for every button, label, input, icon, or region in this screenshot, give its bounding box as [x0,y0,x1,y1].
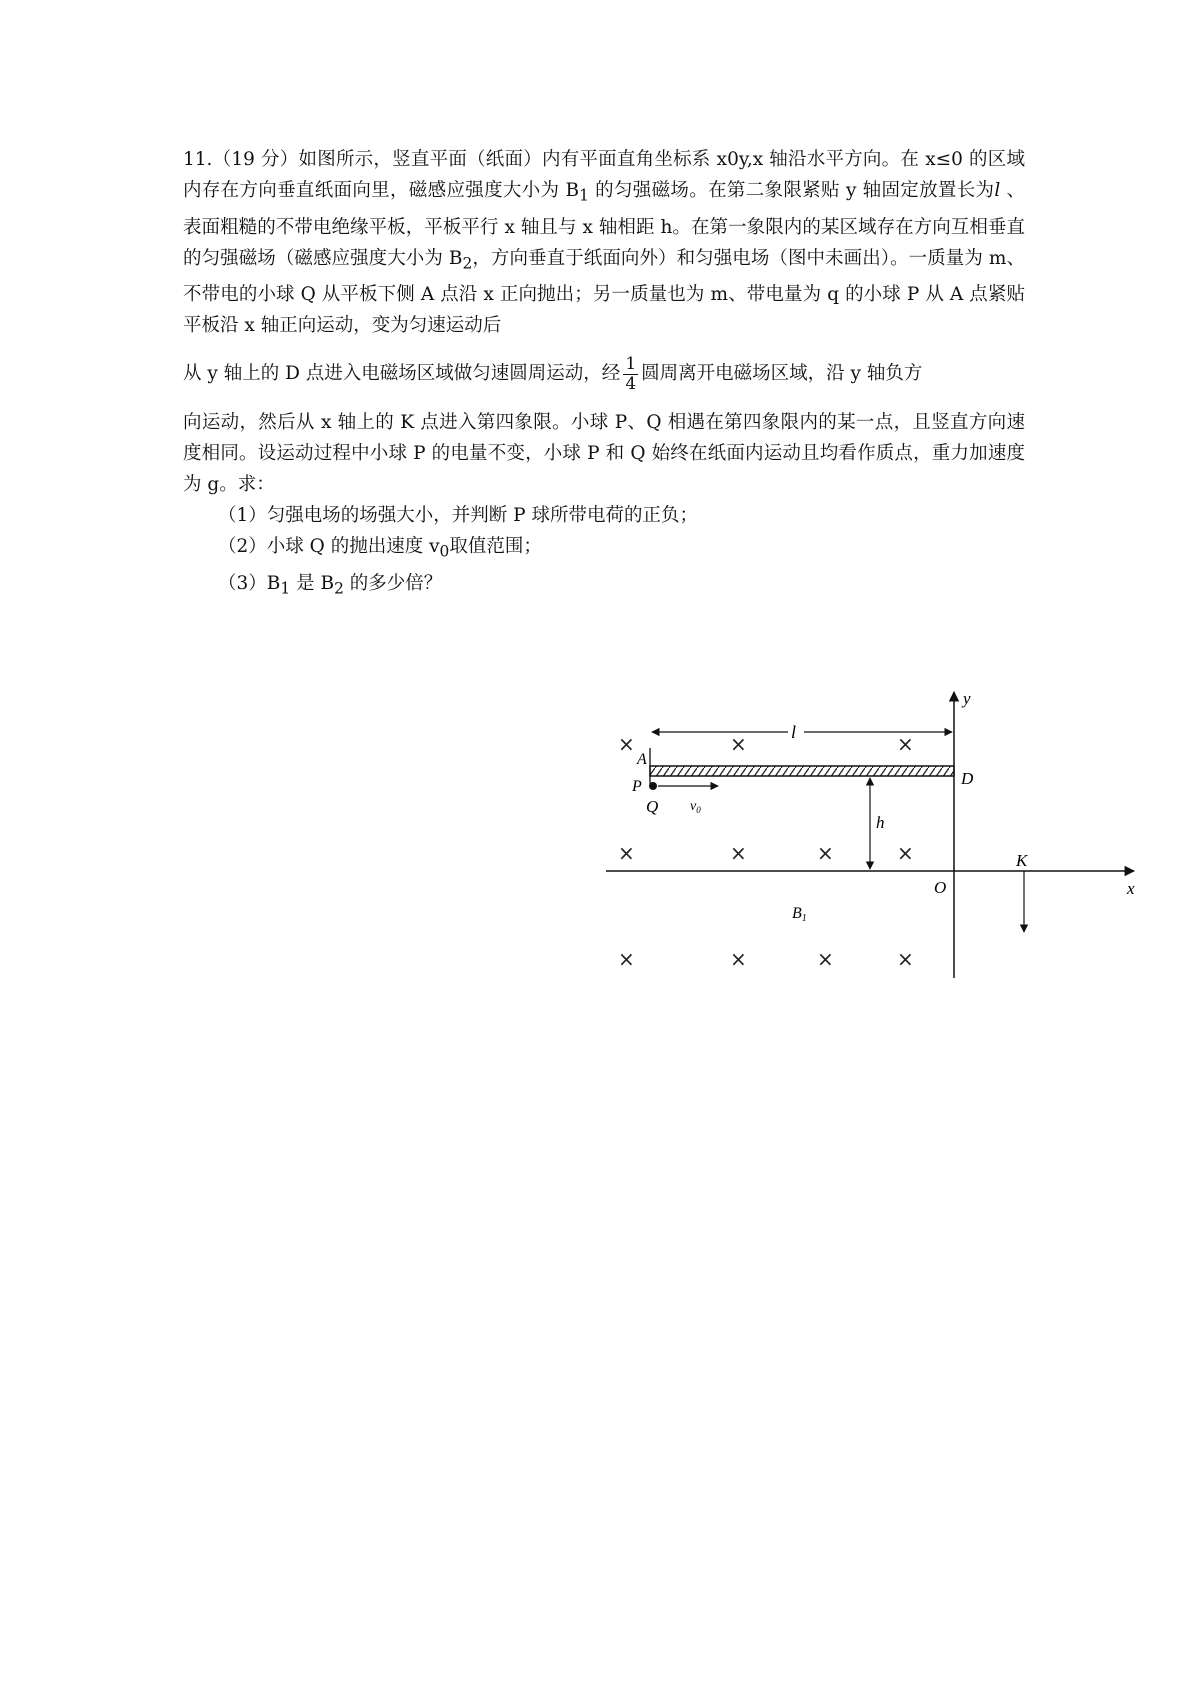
velocity-label: $v_0$ [690,799,701,815]
problem-statement-end [183,407,1025,500]
ball-p [649,782,657,790]
symbol-l: l [994,180,1001,201]
field-mark: × [897,732,914,756]
point-d-label: D [961,769,974,788]
problem-text [183,144,1025,605]
field-mark: × [618,732,635,756]
sub-question-3 [183,568,1025,605]
field-mark: × [897,841,914,865]
symbol-b2-sub: 2 [462,254,473,273]
ball-q-label: Q [646,797,659,816]
insulating-plate [650,766,954,776]
problem-statement-fraction-line [183,341,1025,407]
statement-part: 的多少倍？ [343,573,443,595]
symbol-v0-sub: 0 [439,543,450,562]
point-a-label: A [637,751,647,768]
field-mark: × [618,841,635,865]
ball-p-label: P [632,778,642,795]
statement-part: 是 [290,573,321,595]
statement-part: 从 y 轴上的 D 点进入电磁场区域做匀速圆周运动，经 [183,363,621,385]
symbol-b1: B [266,573,281,595]
fraction-one-quarter [623,355,638,394]
statement-part: 向运动，然后从 x 轴上的 K 点进入第四象限。小球 P、Q 相遇在第四象限内的某一点，且竖直方向速度相同。设运动过程中小球 P 的电量不变，小球 P 和 Q 始终在纸面内运动且均看作质点，重力加速度为 g。求： [183,412,1025,496]
statement-part: （2）小球 Q 的抛出速度 [218,536,430,558]
point-k-label: K [1016,851,1028,870]
physics-diagram [606,688,1146,978]
statement-part: （3） [218,573,267,595]
statement-part: 取值范围； [449,536,542,558]
field-mark: × [817,841,834,865]
sub-question-1: （1）匀强电场的场强大小，并判断 P 球所带电荷的正负； [218,505,698,527]
statement-part: 、表面粗糙的不带电绝缘平板，平板平行 x 轴且与 x 轴相距 h。在第一象限内的某区域存在方向互相垂直的匀强磁场（磁感应强度大小为 [183,180,1025,269]
symbol-b2: B [320,573,335,595]
height-label: h [876,813,885,832]
symbol-b2: B [448,247,463,269]
statement-part: 11.（19 分）如图所示，竖直平面（纸面）内有平面直角坐标系 x0y,x 轴沿水平方向。在 x≤0 的区域内存在方向垂直纸面向里，磁感应强度大小为 [183,149,1025,201]
symbol-v0: v [429,536,440,558]
field-mark: × [618,947,635,971]
sub-question-2 [183,531,1025,568]
x-axis-label: x [1127,879,1135,898]
field-mark: × [897,947,914,971]
symbol-b1-sub: 1 [280,579,291,598]
fraction-denominator: 4 [625,373,637,394]
problem-statement [183,144,1025,341]
field-b1-label: B1 [792,905,807,924]
origin-label: O [934,878,947,897]
field-mark: × [817,947,834,971]
symbol-b1-sub: 1 [579,186,589,205]
field-mark: × [730,841,747,865]
symbol-b1: B [565,180,580,201]
fraction-numerator: 1 [625,353,637,374]
statement-part: 的匀强磁场。在第二象限紧贴 y 轴固定放置长为 [588,180,995,201]
symbol-b2-sub: 2 [334,579,344,598]
statement-part: ，方向垂直于纸面向外）和匀强电场（图中未画出）。一质量为 m、不带电的小球 Q 从平板下侧 A 点沿 x 正向抛出；另一质量也为 m、带电量为 q 的小球 P 从 A 点紧贴平板沿 x 轴正向运动，变为匀速运动后 [183,247,1025,337]
length-label: l [791,722,797,742]
field-mark: × [730,732,747,756]
y-axis-label: y [963,689,971,708]
field-mark: × [730,947,747,971]
statement-part: 圆周离开电磁场区域，沿 y 轴负方 [641,363,923,385]
